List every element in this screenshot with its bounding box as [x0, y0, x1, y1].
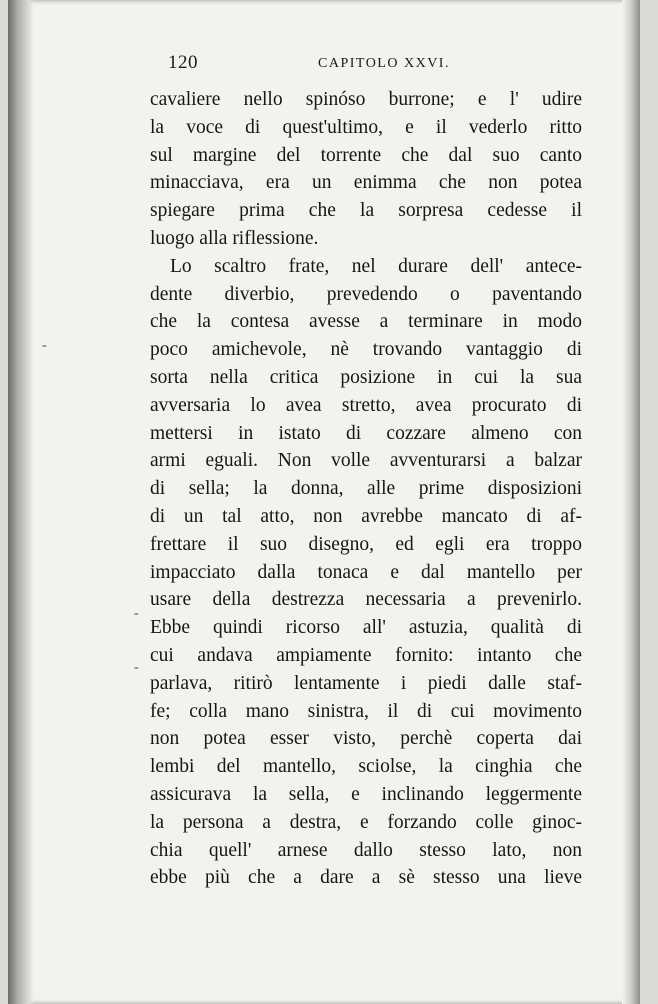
text-line: spiegare prima che la sorpresa cedesse il — [150, 200, 582, 222]
text-line: usare della destrezza necessaria a prevenirlo. — [150, 589, 582, 611]
margin-tick-mark: - — [134, 606, 139, 621]
text-line: non potea esser visto, perchè coperta dai — [150, 728, 582, 750]
text-line: di sella; la donna, alle prime disposizioni — [150, 478, 582, 500]
book-page — [8, 0, 640, 1004]
text-line: avversaria lo avea stretto, avea procurato di — [150, 394, 582, 416]
text-line: armi eguali. Non volle avventurarsi a balzar — [150, 450, 582, 472]
text-line: cavaliere nello spinóso burrone; e l' udire — [150, 89, 582, 110]
text-line: ebbe più che a dare a sè stesso una lieve — [150, 867, 582, 889]
body-text — [150, 86, 582, 892]
text-line: frettare il suo disegno, ed egli era troppo — [150, 533, 582, 555]
text-line: parlava, ritirò lentamente i piedi dalle staf- — [150, 672, 582, 694]
text-line: sorta nella critica posizione in cui la sua — [150, 366, 582, 388]
text-line: dente diverbio, prevedendo o paventando — [150, 283, 582, 305]
text-line: sul margine del torrente che dal suo canto — [150, 144, 582, 166]
text-line: minacciava, era un enimma che non potea — [150, 172, 582, 194]
page-header — [168, 52, 468, 78]
text-line: mettersi in istato di cozzare almeno con — [150, 422, 582, 444]
text-line: lembi del mantello, sciolse, la cinghia che — [150, 756, 582, 778]
text-line: di un tal atto, non avrebbe mancato di af- — [150, 505, 582, 527]
margin-tick-mark: - — [134, 660, 139, 675]
running-head: CAPITOLO XXVI. — [318, 56, 450, 71]
text-line: impacciato dalla tonaca e dal mantello per — [150, 561, 582, 583]
text-line: assicurava la sella, e inclinando leggermente — [150, 783, 582, 805]
text-line: poco amichevole, nè trovando vantaggio di — [150, 339, 582, 361]
page-gutter-shadow — [8, 0, 34, 1004]
text-line: chia quell' arnese dallo stesso lato, non — [150, 839, 582, 861]
text-line: luogo alla riflessione. — [150, 227, 319, 249]
text-line: cui andava ampiamente fornito: intanto che — [150, 644, 582, 666]
text-line: la voce di quest'ultimo, e il vederlo ritto — [150, 116, 582, 138]
text-line: Lo scaltro frate, nel durare dell' antece- — [170, 255, 582, 277]
text-line: che la contesa avesse a terminare in modo — [150, 311, 582, 333]
page-number: 120 — [168, 52, 198, 73]
text-line: Ebbe quindi ricorso all' astuzia, qualità di — [150, 617, 582, 639]
text-line: la persona a destra, e forzando colle ginoc- — [150, 811, 582, 833]
margin-tick-mark: - — [42, 338, 47, 353]
page-edge-shadow — [622, 0, 640, 1004]
text-line: fe; colla mano sinistra, il di cui movimento — [150, 700, 582, 722]
